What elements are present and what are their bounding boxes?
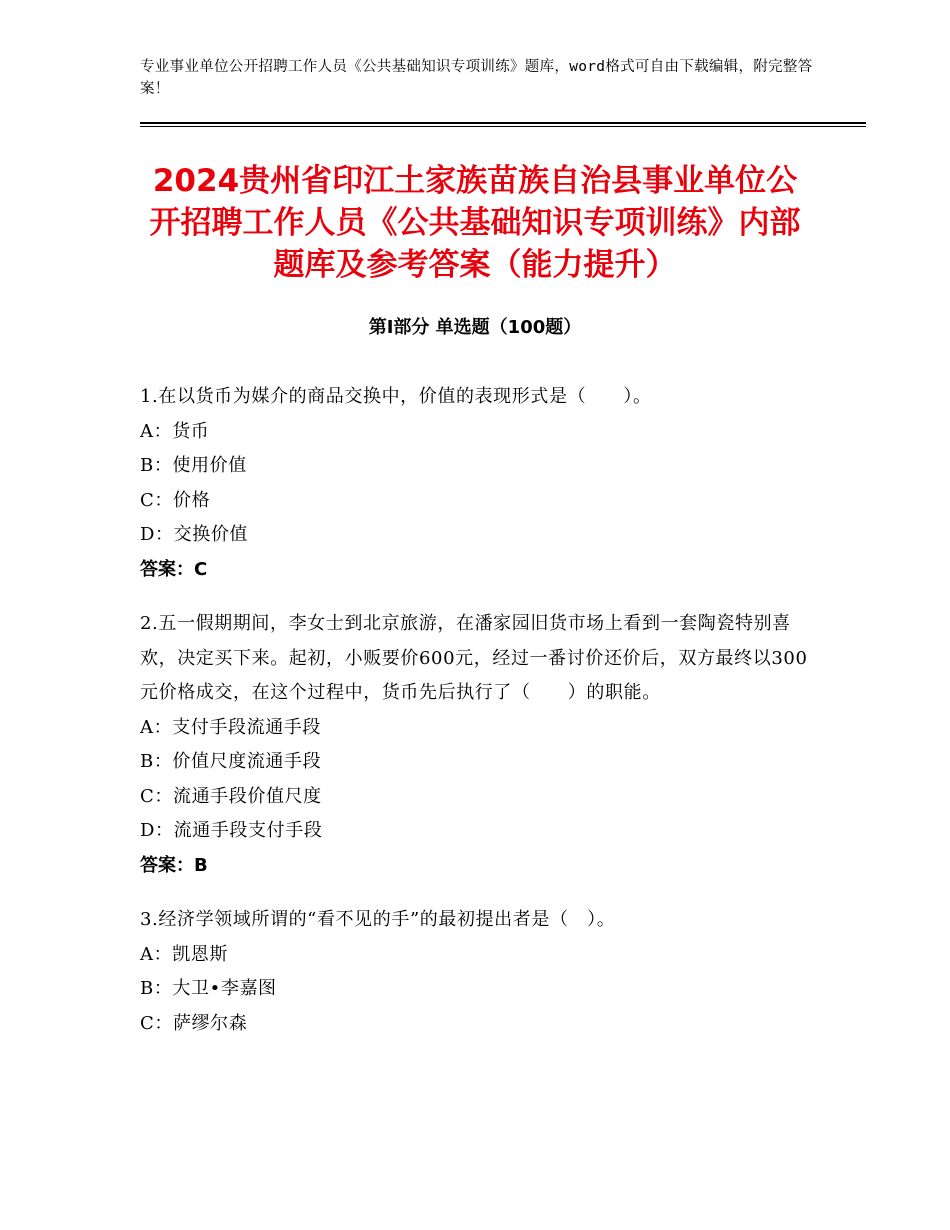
option-a: A：货币 [140,420,210,442]
question-stem: 3.经济学领域所谓的“看不见的手”的最初提出者是（ ）。 [140,909,616,930]
header-rule-thin [140,126,866,127]
header-note: 专业事业单位公开招聘工作人员《公共基础知识专项训练》题库，word格式可自由下载编辑，附完整答案！ [140,59,813,97]
option-b: B：大卫•李嘉图 [140,978,277,999]
answer: 答案：C [140,558,208,580]
option-a: A：支付手段流通手段 [140,716,321,738]
option-d: D：交换价值 [140,524,249,545]
option-c: C：价格 [140,489,211,511]
question-2 [140,607,810,883]
question-list [140,380,810,1061]
answer: 答案：B [140,854,208,876]
document-title: 2024贵州省印江土家族苗族自治县事业单位公开招聘工作人员《公共基础知识专项训练》内部题库及参考答案（能力提升） [149,163,801,283]
option-d: D：流通手段支付手段 [140,820,323,841]
question-stem: 2.五一假期期间，李女士到北京旅游，在潘家园旧货市场上看到一套陶瓷特别喜欢，决定买下来。起初，小贩要价600元，经过一番讨价还价后，双方最终以300元价格成交，在这个过程中，货币先后执行了（ ）的职能。 [140,613,808,703]
question-1 [140,380,810,587]
section-title: 第Ⅰ部分 单选题（100题） [368,317,582,338]
option-b: B：价值尺度流通手段 [140,751,322,772]
question-3 [140,903,810,1041]
option-c: C：流通手段价值尺度 [140,785,322,807]
option-b: B：使用价值 [140,455,247,476]
header-rule-thick [140,122,866,124]
question-stem: 1.在以货币为媒介的商品交换中，价值的表现形式是（ ）。 [140,386,652,407]
option-a: A：凯恩斯 [140,943,228,965]
option-c: C：萨缪尔森 [140,1012,248,1034]
